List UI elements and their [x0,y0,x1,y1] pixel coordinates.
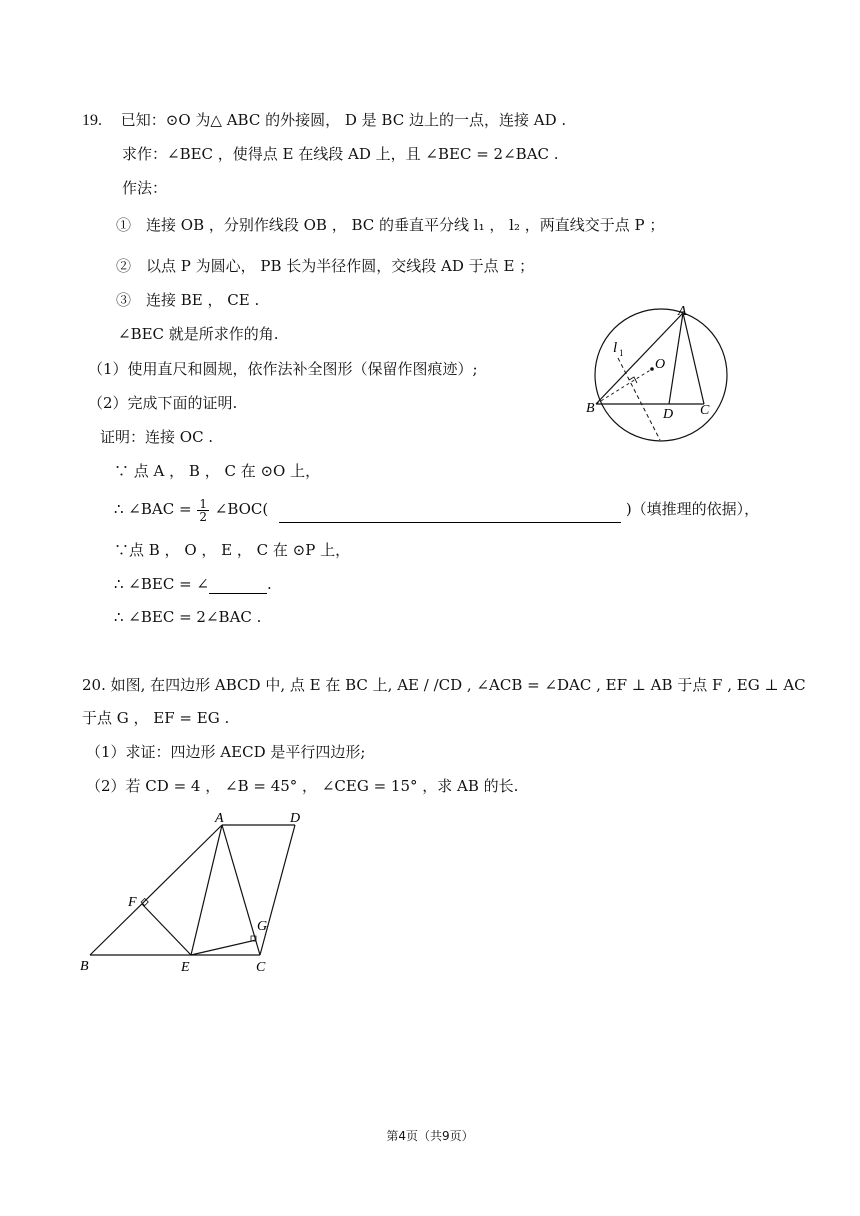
label-O: O [655,357,666,372]
label-A: A [678,304,687,319]
q19-task: 求作：∠BEC ，使得点 E 在线段 AD 上，且 ∠BEC = 2∠BAC . [122,145,559,163]
q19-proof-line3: ∵点 B ， O ， E ， C 在 ⊙P 上， [114,541,351,559]
q19-part1: （1）使用直尺和圆规，依作法补全图形（保留作图痕迹）; [88,360,478,378]
q19-proof-line1: ∵ 点 A ， B ， C 在 ⊙O 上， [114,462,321,480]
q19-proof-line4: ∴ ∠BEC = ∠ . [114,575,272,593]
q20-quadrilateral-figure [70,800,330,980]
q19-given [82,110,566,131]
label-C: C [700,403,710,418]
q20-line2: 于点 G ， EF = EG . [82,709,230,727]
one-half-fraction [197,498,209,523]
q19-given-text: 已知：⊙O 为△ ABC 的外接圆， D 是 BC 边上的一点，连接 AD . [120,111,567,129]
label-D: D [663,407,674,422]
label-l1: l [613,340,618,356]
q19-proof-intro: 证明：连接 OC . [100,428,214,446]
reason-answer-blank[interactable] [279,508,621,523]
label-B: B [586,401,595,416]
label-D: D [290,811,301,826]
q20-line1: 20. 如图, 在四边形 ABCD 中, 点 E 在 BC 上, AE / /CD , ∠ACB = ∠DAC , EF ⊥ AB 于点 F , EG ⊥ AC [82,676,806,694]
page-footer: 第4页（共9页） [386,1129,474,1143]
label-F: F [128,895,137,910]
angle-answer-blank[interactable] [209,579,267,594]
q19-step-1: ① 连接 OB ，分别作线段 OB ， BC 的垂直平分线 l₁ ， l₂ ，两直线交于点 P ； [116,216,665,234]
label-l1-subscript: 1 [619,348,624,358]
q19-proof-line4-text: ∴ ∠BEC = ∠ [114,575,210,593]
fraction-denominator: 2 [199,509,207,524]
label-C: C [256,960,266,975]
label-G: G [257,919,268,934]
label-A: A [215,811,224,826]
q20-part1: （1）求证：四边形 AECD 是平行四边形; [86,743,366,761]
q19-step-2: ② 以点 P 为圆心， PB 长为半径作圆，交线段 AD 于点 E ； [116,257,535,275]
fraction-numerator: 1 [199,496,207,511]
q19-proof-line2 [114,496,759,523]
q19-step-3: ③ 连接 BE ， CE . [116,291,260,309]
q19-proof-line2-suffix: )（填推理的依据）， [625,500,760,518]
q19-circle-figure [580,300,740,450]
q19-proof-line2-mid: ∠BOC( [214,500,269,518]
q19-conclusion: ∠BEC 就是所求作的角. [118,325,279,343]
q19-number: 19. [82,112,102,129]
q19-part2: （2）完成下面的证明. [88,394,238,412]
q19-proof-line5: ∴ ∠BEC = 2∠BAC . [114,608,262,626]
q19-proof-line2-prefix: ∴ ∠BAC = [114,500,192,518]
label-E: E [181,960,190,975]
q19-method-title: 作法： [122,179,168,197]
q20-part2: （2）若 CD = 4 ， ∠B = 45° ， ∠CEG = 15° ，求 AB 的长. [86,777,519,795]
label-B: B [80,959,89,974]
